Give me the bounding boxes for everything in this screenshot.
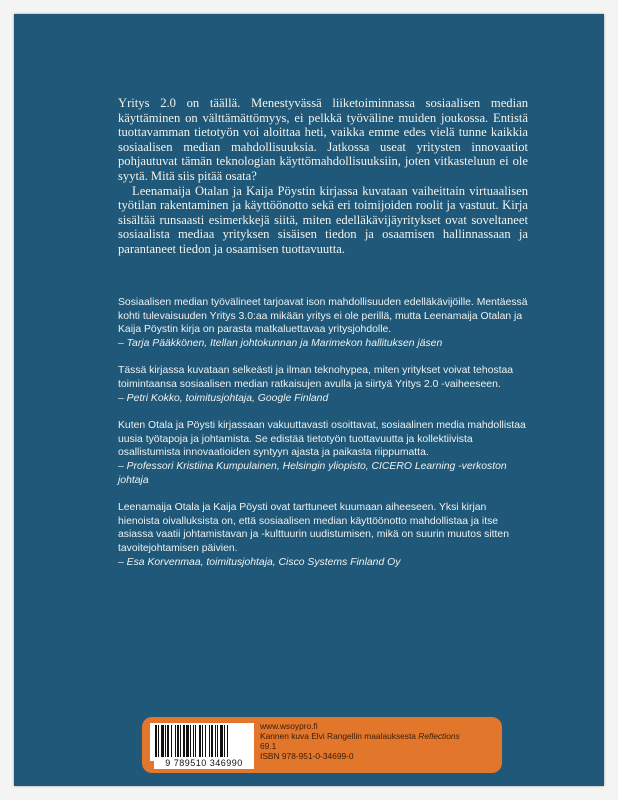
quote-2 [118,364,528,405]
blurb-paragraph-1: Yritys 2.0 on täällä. Menestyvässä liiketoiminnassa sosiaalisen median käyttäminen on välttämättömyys, ei pelkkä työväline muiden joukossa. Entistä tuottavamman tietotyön voi aloittaa heti, vaikka emme edes vielä tunne kaikkia sosiaalisen median mahdollisuuksia. Jatkossa useat yritysten innovaatiot pohjautuvat tämän teknologian käyttömahdollisuuksiin, joten vitkasteluun ei ole syytä. Mitä siis pitää osata? [118,96,528,183]
quote-text: Kuten Otala ja Pöysti kirjassaan vakuuttavasti osoittavat, sosiaalinen media mahdollistaa uusia työtapoja ja johtamista. Se edistää tietotyön tuottavuutta ja kollektiivista osallistumista innovaatioiden syntyyn ajasta ja paikasta riippumatta. [118,420,526,459]
quote-text: Tässä kirjassa kuvataan selkeästi ja ilman teknohypea, miten yritykset voivat tehostaa toimintaansa sosiaalisen median ratkaisujen avulla ja siirtyä Yritys 2.0 -vaiheeseen. [118,365,514,390]
quote-text: Sosiaalisen median työvälineet tarjoavat ison mahdollisuuden edelläkävijöille. Mentäessä kohti tulevaisuuden Yritys 3.0:aa mikään yritys ei ole perillä, mutta Leenamaija Otalan ja Kaija Pöystin kirja on parasta matkaluettavaa yritysjohdolle. [118,297,528,336]
publisher-info [260,721,496,761]
cover-credit-prefix: Kannen kuva Elvi Rangellin maalauksesta [260,731,416,741]
quote-text: Leenamaija Otala ja Kaija Pöysti ovat tarttuneet kuumaan aiheeseen. Yksi kirjan hienoista oivalluksista on, että sosiaalisen median käyttöönotto mahdollistaa ja itse asiassa vaatii johtamistavan ja -kulttuurin uudistumisen, mikä on suurin muutos sitten tavoitejohtamisen päivien. [118,502,509,554]
quote-1 [118,296,528,350]
quote-attribution: – Tarja Pääkkönen, Itellan johtokunnan ja Marimekon hallituksen jäsen [118,337,443,349]
class-code: 69.1 [260,741,277,751]
publisher-info-panel [142,717,502,773]
quote-attribution: – Professori Kristiina Kumpulainen, Helsingin yliopisto, CICERO Learning -verkoston johtaja [118,460,507,486]
publisher-website: www.wsoypro.fi [260,721,318,731]
blurb-paragraph-2: Leenamaija Otalan ja Kaija Pöystin kirjassa kuvataan vaiheittain virtuaalisen työtilan rakentaminen ja käyttöönotto sekä eri toimijoiden roolit ja vastuut. Kirja sisältää runsaasti esimerkkejä siitä, miten edelläkävijäyritykset ovat soveltaneet sosiaalista mediaa yrityksen sisäisen tiedon ja osaamisen hallinnassaan ja parantaneet tiedon ja osaamisen tuottavuutta. [118,183,528,256]
blurb-text [118,96,528,257]
barcode-number: 9 789510 346990 [154,757,254,769]
quote-4 [118,501,528,569]
back-cover [14,14,604,786]
barcode-icon [154,725,250,757]
quote-3 [118,419,528,487]
barcode [150,723,254,768]
quote-attribution: – Esa Korvenmaa, toimitusjohtaja, Cisco Systems Finland Oy [118,556,401,568]
cover-credit-title: Reflections [418,731,460,741]
isbn: ISBN 978-951-0-34699-0 [260,751,354,761]
quote-attribution: – Petri Kokko, toimitusjohtaja, Google Finland [118,392,329,404]
cover-credit [260,731,496,741]
endorsement-quotes [118,296,528,583]
